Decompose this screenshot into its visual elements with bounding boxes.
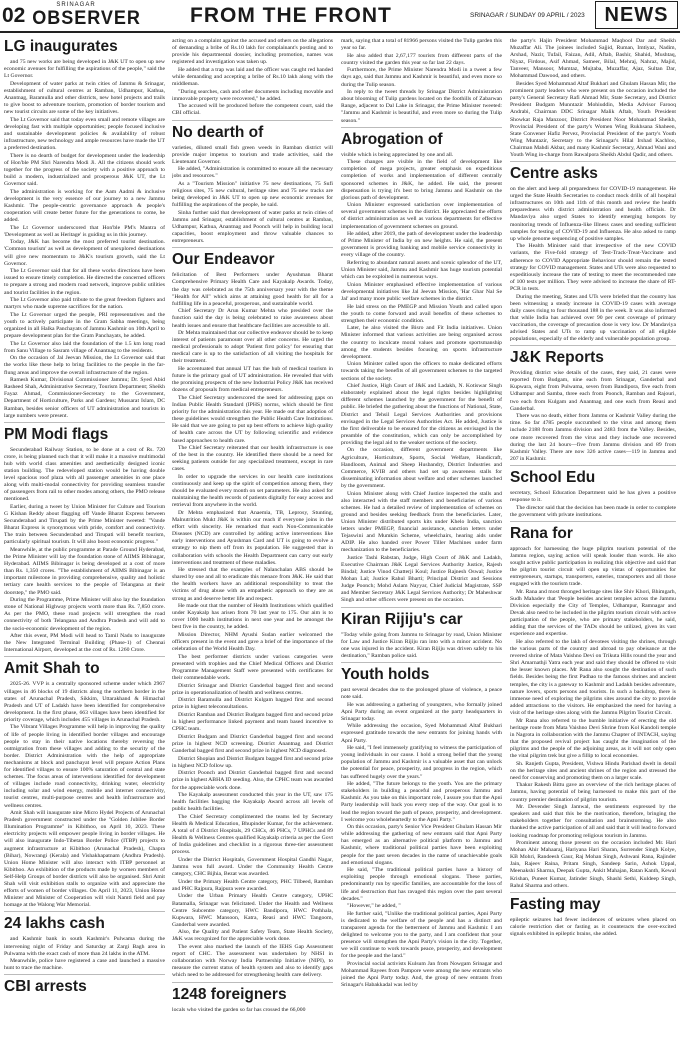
article-paragraph: He added, "Administration is committed to ensure all the necessary jobs and resources."	[172, 166, 333, 180]
article-headline[interactable]: Centre asks	[510, 161, 676, 182]
article-paragraph: "Today while going from Jammu to Srinagar by road, Union Minister for Law and Justice Kiran Rijiju ran into with a minor accident. No one was injured in the accident. Kiran Rijiju was driven safely to his destination," Ramban police said.	[341, 631, 502, 659]
article-paragraph: Union Minister emphasised effective implementation of various developmental initiatives like Jal Jeevan Mission, 'Har Ghar Nal Se Jal' and many more public welfare schemes in the district.	[341, 281, 502, 302]
article-paragraph: approach for harnessing the huge pilgrim tourism potential of the Jammu region, saying action will speak louder than words. He also sought active public participation in realizing this objective and said that the pilgrim tourist circuit will open up vistas of opportunities for entrepreneurs, startups, transporters, eateries, transporters and all those engaged with the tourism trade.	[510, 545, 676, 588]
article-paragraph: The administration is working for the Aam Aadmi & inclusive development is the very essence of our journey to a new Jammu Kashmir. The people-centric governance approach & people's cooperation will create better future for the generations to come, he added.	[4, 188, 165, 224]
article-paragraph: The Lt Governor also laid the foundation of the 1.5 km long road from Sanu Village to Sasram village of Anantnag to the residents.	[4, 340, 165, 354]
article-paragraph: He stressed that the examples of Nalanchalan ABS should be shared by one and all to eradicate this menace from J&K. He said that the health workers have an additional responsibility to treat the victims of drug abuse with an empathetic approach so they are as strong as and deserve better life and respect.	[172, 567, 333, 602]
article-paragraph: There is no dearth of budget for development under the leadership of Hon'ble PM Shri Narendra Modi Ji. All the citizens should work together for the progress of the society with a positive approach to build a modern, industrialized and prosperous J&K UT, the Lt Governor said.	[4, 152, 165, 188]
article-paragraph: the party's Hajin President Mohammad Maqbool Dar and Sheikh Muzaffar Ali. The joinees included Sajjid, Ruman, Imtiyaz, Nadim, Arshad, Nazir, Tufail, Faizan, Adil, Aftab, Bashir, Shahid, Mushtaq, Niyaz, Firdous, Asif Ahmad, Sameer, Bilal, Mehraj, Nahraz, Majid, Tanveer, Mansoor, Mumtaz, Mujtaba, Muzaffar, Ajaz, Sultan Dar, Mohammad Dawood, and others.	[510, 38, 676, 80]
article-paragraph: Provincial social activists Kulsum Jan from Nowgam Srinagar and Mohammad Rayees from Pampore were among the new entrants who joined the Apni Party today. And, the group of new entrants from Srinagar's Habakkadal was led by	[341, 960, 502, 989]
article-paragraph: While addressing the occasion, Syed Mohammad Altaf Bukhari expressed gratitude towards the new entrants for joining hands with Apni Party.	[341, 723, 502, 744]
article-paragraph: Justice Tashi Rabstan, Judge, High Court of J&K and Ladakh, Executive Chairman J&K Legal Services Authority Justice, Rajesh Bindal; Justice Vinod Chatterji Koul; Justice Rajnesh Oswal; Justice Mohan Lal; Justice Rahul Bharti; Principal District and Sessions Judge Poonch; Mohd Aslam Nayyar, Chief Judicial Magistrate, SSP and Member Secretary J&K Legal Services Authority; Dr Maheshwar Singh and other officers were present on the occasion.	[341, 554, 502, 604]
article-paragraph: Mr. Rana and most thronged heritage sites like Shiv Khori, Bhimgarh, Sudh Mahadev that 'People besides ancient temples across the Jammu Division especially the City of Temples, Udhampur, Ramnagar and Devak also need to be included in the pilgrim tourism circuit with active participation of the people, who are primary stakeholders, he said, adding that the services of the TADs should be utilized, given its vast experience and expertise.	[510, 588, 676, 638]
article-paragraph: The Lt Governor said that today even small and remote villages are developing fast with multiple opportunities; people focused inclusive and sustainable development policies & availability of robust infrastructure, new technology and ample resources have made the UT a preferred destination.	[4, 116, 165, 152]
section-title: FROM THE FRONT	[190, 4, 392, 27]
article-paragraph: Meanwhile, police have registered a case and launched a massive hunt to trace the machine.	[4, 958, 165, 972]
article-paragraph: Prominent among those present on the occasion included Mr. Hari Mohan Ahir Mahaaraj, Hariyana Hari Sharan, Surrender Singh Kolye, KB Mohri, Randeesh Gaur, Raj Mohan Singh, Ashwani Rana, Rajinder Jain, Rajeev Raina, Pritam Singh, Sandeep Sarin, Ashok Uppal, Meenakshi Sharma, Deepak Gupta, Ankit Mahajan, Ratan Kanth, Kewal Krishan, Puneet Kumar, Jatinder Singh, Shashi Sethi, Kuldeep Singh, Rahul Sharma and others.	[510, 840, 676, 889]
article-paragraph: The Lt Governor also paid tribute to the great freedom fighters and martyrs who made supreme sacrifices for the nation.	[4, 297, 165, 311]
article-paragraph: on the alert and keep all preparedness for COVID-19 management. He urged the State Health Secretaries to conduct mock drills of all hospital infrastructures on 10th and 11th of this month and review the health preparedness with district administration and health officials. Dr Mandaviya also urged States to identify emerging hotspots by monitoring trends of Influenza-like Illness cases and sending sufficient samples for testing of COVID-19 and Influenza. He also asked to ramp up whole genome sequencing of positive samples.	[510, 186, 676, 242]
article-paragraph: He said, "The traditional political parties have a history of exploiting people through emotional slogans. These parties, predominantly run by specific families, are accountable for the loss of life and destruction that has ravaged this region over the past several decades."	[341, 867, 502, 902]
article-paragraph: 2025-26. VVP is a centrally sponsored scheme under which 2967 villages in 46 blocks of 19 districts along the northern border in the states of Arunachal Pradesh, Sikkim, Uttarakhand & Himachal Pradesh and UT of Ladakh have been identified for comprehensive development. In the first phase, 663 villages have been identified for priority coverage, which includes 455 villages in Arunachal Pradesh.	[4, 681, 165, 723]
article-paragraph: District Srinagar and District Ganderbal bagged first and second prize in operationalization of health and wellness centres.	[172, 682, 333, 696]
article-paragraph: Sh. Ranjeth Gupta, President, Vishwa Hindu Parishad dwelt in detail on the heritage sites and ancient shrines of the region and stressed the need for conserving and promoting them on a larger scale.	[510, 760, 676, 781]
article-paragraph: District Budgam and District Ganderbal bagged first and second prize in highest NCD screening. District Anantnag and District Ganderbal bagged first and second prize in highest NCD diagnosed.	[172, 733, 333, 755]
article-paragraph: Secunderabad Railway Station, to be done at a cost of Rs. 720 crore, is being planned such that it will make it a massive multimodal hub with world class amenities and aesthetically designed iconic station building. The redeveloped station would be having double level spacious roof plaza with all passenger amenities in one place along with multi-modal connectivity for providing seamless transfer of passengers from rail to other modes among others, the PMO release mentioned.	[4, 446, 165, 503]
article-paragraph: In reply to the tweet threads by Srinagar District Administration about blooming of Tulip gardens located on the foothills of Zabarwan Range, adjacent to Dal Lake in Srinagar, the Prime Minister tweeted: "Jammu and Kashmir is beautiful, and even more so during the Tulip season."	[341, 89, 502, 124]
article-paragraph: The Vibrant Villages Programme will help in improving the quality of life of people living in identified border villages and encourage people to stay in their native locations thereby reversing the outmigration from these villages and adding to the security of the border. District Administration with the help of appropriate mechanisms at block and panchayat level will prepare Action Plans for identified villages to ensure 100% saturation of central and state schemes. The focus areas of interventions identified for development of villages include road connectivity, drinking water, electricity including solar and wind energy, mobile and internet connectivity, tourist centres, multi-purpose centres and health infrastructure and wellness centres.	[4, 724, 165, 809]
article-paragraph: The Health Minister said that irrespective of the new COVID variants, the Five-fold strategy of Test-Track-Treat-Vaccinate and adherence to COVID Appropriate Behaviour should remain the tested strategy for COVID management. States and UTs were also requested to expeditiously increase the rate of testing to meet the recommended rate of 100 tests per million. They were advised to increase the share of RT-PCR in tests.	[510, 243, 676, 292]
article-paragraph: Referring to abundant natural assets and scenic splendor of the UT, Union Minister said, Jammu and Kashmir has huge tourism potential which can be exploited in numerous ways.	[341, 260, 502, 281]
article-paragraph: These changes are visible in the field of development like completion of mega projects, greater emphasis on expeditious completion of works and implementation of different centrally sponsored schemes in J&K, he added. He said, the present dispensation is trying it's best to bring Jammu and Kashmir on the glorious path of development.	[341, 159, 502, 201]
masthead-rule	[0, 31, 680, 33]
article-paragraph: The accused will be produced before the competent court, said the CBI official.	[172, 103, 333, 117]
column-4	[510, 38, 676, 1038]
article-paragraph: On the occasion of Jal Jeevan Mission, the Lt Governor said that the works like these help to bring facilities to the people in the far-flung areas and improve the overall infrastructure of the region.	[4, 355, 165, 376]
article-headline[interactable]: 24 lakhs cash	[4, 911, 165, 932]
article-paragraph: Under the Primary Health Centre category, PHC Tilbeed, Ramban and PHC Rajpura, Rajpura were awarded.	[172, 878, 333, 892]
article-paragraph: Dr Mehta emphasized that Anaemia, TB, Leprosy, Stunting, Malnutrition Mukt J&K is within our reach if everyone joins in the effort with sincerity. He remarked that each Non-Communicable Diseases (NCD) are controlled by adding active interventions like early interventions and Ayushman Card and UT is going to evolve a strategy to nip them off from its population. He suggested that in collaboration with schools the Health Department can carry out early interventions and treatment of these maladies.	[172, 509, 333, 566]
article-paragraph: District Baramulla and District Kulgam bagged first and second prize in highest teleconsultations.	[172, 697, 333, 711]
article-paragraph: and 75 new works are being developed in J&K UT to open up new economic avenues for fulfilling the aspirations of the people," said the Lt Governor.	[4, 59, 165, 80]
article-paragraph: Union Minister expressed satisfaction over implementation of several government schemes in the district. He appreciated the efforts of district administration as well as various departments for effective implementation of government schemes on ground.	[341, 202, 502, 230]
article-paragraph: He accentuated that annual UT has the hub of medical tourism in future is the primary goal of UT administration. He revealed that with the promising prospects of the new Industrial Policy J&K has received dozens of proposals from medical entrepreneurs.	[172, 366, 333, 394]
article-paragraph: Also, the Quality and Patient Safety Team, State Health Society, J&K was recognized for the appreciable work done.	[172, 929, 333, 943]
article-paragraph: He said, "I feel immensely gratifying to witness the participation of young individuals in our cause. I hold a strong belief that the young population of Jammu and Kashmir is a valuable asset that can unlock the potential for peace, prosperity, and progress in the region, which has suffered hugely over the years."	[341, 745, 502, 780]
article-paragraph: Amit Shah will inaugurate nine Micro Hydel Projects of Arunachal Pradesh government constructed under the "Golden Jubilee Border Illumination Programme" in Kibithoo, on April 10, 2023. These electricity projects will empower people living in border villages. He will also inaugurate Indo-Tibetan Border Police (ITBP) projects to augment infrastructure at Kibithoo (Arunachal Pradesh), Chapra (Bihar), Nowrangi (Kerala) and Vishakhapatnam (Andhra Pradesh). Union Home Minister will also interact with ITBP personnel at Kibithoo. An exhibition of the products made by women members of Self-Help Groups of border districts will also be organised. Shri Amit Shah will visit exhibition stalls to organize with and appreciate the efforts of women of border villages. On April 11, 2023, Union Home Minister and Minister of Cooperation will visit Namti field and pay homage at the Walong War Memorial.	[4, 810, 165, 909]
article-paragraph: During the Programme, Prime Minister will also lay the foundation stone of National Highway projects worth more than Rs. 7,850 crore. As per the PMO, these road projects will strengthen the road connectivity of both Telangana and Andhra Pradesh and will add to the socio-economic development of the region.	[4, 597, 165, 632]
dateline: SRINAGAR / SUNDAY 09 APRIL / 2023	[470, 12, 585, 19]
article-paragraph: mark, saying that a total of 81966 persons visited the Tulip garden this year so far.	[341, 38, 502, 52]
article-paragraph: Furthermore, the Prime Minister Narendra Modi in a tweet a few days ago, said that Jammu and Kashmir is beautiful, and even more so during the Tulip season.	[341, 67, 502, 88]
article-paragraph: Chief Justice, High Court of J&K and Ladakh, N. Kotiswar Singh elaborately explained about the legal rights besides highlighting different schemes launched by the government for the benefit of public. He briefed the gathering about the functions of National, State, District and Tehsil Legal Services Authorities and provisions envisaged in the Legal Services Authorities Act. He added, Justice is the first deliverable to be ensured for the citizens as envisaged in the preamble of the constitution, which can only be accomplished by providing the legal aid to the weaker sections of the society.	[341, 383, 502, 446]
article-paragraph: In order to upgrade the services in our health care institutions continuously and keep up the spirit of competition among them, they should be evaluated every month on set parameters. He also asked for maintaining the health records of patients digitally for easy access and retrieval from anywhere in the world.	[172, 473, 333, 509]
article-paragraph: felicitation of Best Performers under Ayushman Bharat Comprehensive Primary Health Care and Kayakalp Awards. Today, the day was celebrated as the 75th anniversary year with the theme "Health for All" which aims at attaining good health for all for a fulfilling life in a peaceful, prosperous, and sustainable world.	[172, 272, 333, 307]
article-paragraph: Later, he also visited the Bisro and Fit India initiatives. Union Minister informed that various activities are being organised across the country to inculcate moral values and promote sportsmanship among the students besides focusing on sports infrastructure development.	[341, 325, 502, 360]
article-paragraph: Besides Syed Mohammad Altaf Bukhari and Ghulam Hassan Mir, the prominent party leaders who were present on the occasion included the party's General Secretary Rafi Ahmad Mir, State Secretary, and District President Budgam Munntazir Mohiuddin, Media Advisor Farooq Andrabi, Chairman DDC Srinagar Malik Aftab, Youth President Showkat Raja Manzoor, District President Noor Mohammad Sheikh, Provincial President of the party's Women Wing Rukhsana Shaheen, State Convener Hafiz Pervez, Provincial President of the party's Youth Wing Muntazir, Secretary to the Srinagar's Hilal Irshad Kachloo, Chairman Mahdi Akbar, and many Kashmir Secretary, Ahmad Wani and Youth Wing in-charge from Rawalpora Sheikh Abdul Qadir, and others.	[510, 81, 676, 158]
article-paragraph: He added, "The future belongs to the youth. You are the primary stakeholders in building a peaceful and prosperous Jammu and Kashmir. As you take on this important role, I assure you that the Apni Party leadership will back you every step of the way. Our goal is to lead the region toward the path of peace, prosperity, and development. I welcome you wholeheartedly to the Apni Party."	[341, 781, 502, 823]
article-headline[interactable]: CBI arrests	[4, 974, 165, 995]
article-paragraph: He further said, "Unlike the traditional political parties, Apni Party is dedicated to the welfare of the people and has a distinct and transparent agenda for the betterment of Jammu and Kashmir. I am delighted to welcome you to the party, and I am confident that your presence will strengthen the Apni Party's vision in the city. Together, we will continue to work towards peace, prosperity, and development for the people and the land."	[341, 910, 502, 960]
article-paragraph: He added, after 2019, the path of development under the leadership of Prime Minister of India by on new heights. He said, the present government is providing banking and mobile service connectivity in every village of the country.	[341, 231, 502, 259]
article-headline[interactable]: Abrogation of	[341, 127, 502, 148]
article-paragraph: Earlier, during a tweet by Union Minister for Culture and Tourism G Kishan Reddy about flagging off Vande Bharat Express between Secunderabad and Tirupati by the Prime Minister tweeted: "Vande Bharat Express is synonymous with pride, comfort and connectivity. The train between Secunderabad and Tirupati will benefit tourism, particularly spiritual tourism. It will also boost economic progress."	[4, 503, 165, 546]
article-paragraph: The Lt Governor urged the people, PRI representatives and the youth to actively participate in the Gram Sabha meetings, being organized in all Halka Panchayats of Jammu Kashmir on 10th April to prepare development plan for the Gram Panchayats, he added.	[4, 311, 165, 340]
article-paragraph: The Lt Governor said that for all these works directions have been issued to ensure timely completion. He directed the concerned officers to prepare a strong and modern road network, improve public utilities and tourist facilities in the region.	[4, 268, 165, 296]
article-paragraph: Ramesh Kumar, Divisional Commissioner Jammu; Dr. Syed Abid Rasheed Shah, Administrative Secretary, Tourism Department; Sheikh Fayaz Ahmad, Commissioner-Secretary to the Government, Department of Horticulture, Parks and Gardens; Mussarat Islam, DC Ramban, besides senior officers of UT administration and tourists in large numbers were present.	[4, 377, 165, 419]
article-paragraph: Mission Director, NHM Ayushi Sudan earlier welcomed the officers present in the event and gave a brief of the importance of the celebration of the World Health Day.	[172, 632, 333, 653]
article-paragraph: secretary, School Education Department said he has given a positive response to it.	[510, 489, 676, 503]
article-paragraph: Chief Secretary Dr Arun Kumar Mehta who presided over the function said the day is being celebrated to raise awareness about health issues and ensure that healthcare facilities are accessible to all.	[172, 308, 333, 329]
article-paragraph: Sinha further said that development of water parks at twin cities of Jammu and Srinagar, establishment of cultural centres at Ramban, Udhampur, Kathua, Anantnag and Poonch will help in building local capacities, boost employment and throw valuable chances to entrepreneurs.	[172, 209, 333, 245]
article-paragraph: There was no death, either from Jammu or Kashmir Valley during the time. So far 4785 people succumbed to the virus and among them include 2188 from Jammu division and 2483 from the Valley. Besides, one more recovered from the virus and they include one recovered during the last 24 hours—five from Jammu division and 89 from Kashmir Valley. There are now 326 active cases—119 in Jammu and 207 in Kashmir.	[510, 413, 676, 462]
article-headline[interactable]: School Edu	[510, 465, 676, 486]
column-2	[172, 38, 333, 1038]
article-paragraph: District Ramban and District Budgam bagged first and second prize in highest performance linked payment and team based incentive to CPHC team.	[172, 712, 333, 733]
article-paragraph: "During searches, cash and other documents including movable and immovable property were recovered," he added.	[172, 88, 333, 102]
column-1	[4, 38, 165, 1038]
article-headline[interactable]: 1248 foreigners	[172, 982, 333, 1003]
article-paragraph: epileptic seizures had fewer incidences of seizures when placed on calorie restriction diet or fasting as it counteracts the over-excited signals exhibited in epileptic brains, she added.	[510, 916, 676, 937]
article-paragraph: Mr. Devender Singh Jamwal, the sentiments expressed by the speakers and said that this be the motivation, therefore, bringing the stakeholders together for consultation and brainstorming. He also thanked the active participation of all and said that it will lead to forward looking roadmap for promoting religious tourism in Jammu.	[510, 804, 676, 839]
article-paragraph: He laid stress on the PMEGP and Mission Youth and called upon the youth to come forward and avail benefits of these schemes to strengthen their economic condition.	[341, 303, 502, 324]
article-paragraph: varieties, diluted small fish green weeds in Ramban district will provide major impetus to tourism and trade activities, said the Lieutenant Governor.	[172, 144, 333, 165]
article-paragraph: The Kayakalp assessment conducted this year in the UT, saw 175 health facilities bagging the Kayakalp Award across all levels of public health facilities.	[172, 792, 333, 813]
article-headline[interactable]: J&K Reports	[510, 345, 676, 366]
article-paragraph: locals who visited the garden so far has crossed the 66,000	[172, 1006, 306, 1013]
article-headline[interactable]: Rana for	[510, 521, 676, 542]
article-paragraph: On this occasion, party's Senior Vice President Ghulam Hassan Mir while addressing the gathering of new entrants said that Apni Party has emerged as an alternative political platform to Jammu and Kashmir, where traditional political parties have been exploiting people for the past seven decades in the name of unachievable goals and emotional slogans.	[341, 824, 502, 866]
article-paragraph: District Poonch and District Ganderbal bagged first and second prize in highest ABHA ID seeding. Also, the CPHC team was awarded for the appreciable work done.	[172, 770, 333, 791]
article-paragraph: Union Minister called upon the officers to make dedicated efforts towards taking the benefits of all government schemes to the targeted sections of the society.	[341, 361, 502, 382]
article-paragraph: During the meeting, States and UTs were briefed that the country has been witnessing a steady increase in COVID-19 cases with average daily cases rising to four thousand 188 in the week. It was also informed that while India has achieved over 90 per cent coverage of primary vaccination, the coverage of precaution dose is very low. Dr Mandaviya advised States and UTs to ramp up vaccination of all eligible populations, especially of the elderly and vulnerable population group.	[510, 293, 676, 343]
article-paragraph: On the occasion, different government departments like Agriculture, Horticulture, Sports, Social Welfare, Handicraft, Handloom, Animal and Sheep Husbandry, District Industries and Commerce, KVIB and others had set up awareness stalls for disseminating information about welfare and other schemes launched by the government.	[341, 447, 502, 489]
article-paragraph: Under the District Hospitals, Government Hospital Gandhi Nagar, Jammu won full award. Under the Community Health Centre category, CHC Bijhia, Bezat was awarded.	[172, 856, 333, 878]
article-paragraph: Mr Rana also referred to the humble initiative of erecting the old heritage route from Mata Vaishno Devi Shrine from Kol Kandoli temple in Nagrota in collaboration with the Jammu Chapter of INTACH, saying that the proposed revival project has caught the imagination of the pilgrims and the people of the adjoining areas, as it will not only open the vital pilgrim trek but give a fillip to local economies.	[510, 717, 676, 759]
article-paragraph: He added that a trap was laid and the officer was caught red handed while demanding and accepting a bribe of Rs.10 lakh along with the middleman.	[172, 66, 333, 88]
article-paragraph: The Chief Secretary underscored the need for addressing gaps on Indian Public Health Standard (IPHS) norms, which should be first priority for the administration this year. He made out that adoption of these guidelines would strengthen the Public Health Care Institutions. He said that we are going to put up best efforts to achieve high quality of health care across the UT by following scientific and evidence based approaches to health care.	[172, 394, 333, 444]
article-paragraph: Under the Urban Primary Health Centre category, UPHC Batamalla, Srinagar was felicitated. Under the Health and Wellness Centre Subcentre category, HWC Bandipora, HWC Pothhala, Kupwara, HWC Mansoon, Katra, Reasi and HWC Tangoom, Ganderbal were awarded.	[172, 893, 333, 928]
article-paragraph: The director said that the decision has been made in order to complete the government with private institutions.	[510, 504, 676, 518]
article-paragraph: Meanwhile, at the public programme at Parade Ground Hyderabad, the Prime Minister will lay the foundation stone of AIIMS Bibinagar, Hyderabad. AIIMS Bibinagar is being developed at a cost of more than Rs. 1,350 crores. "The establishment of AIIMS Bibinagar is an important milestone in providing comprehensive, quality and holistic tertiary care health services to the people of Telangana at their doorstep," the PMO said.	[4, 547, 165, 596]
article-paragraph: The Chief Secretary complimented the teams led by Secretary Health & Medical Education, Bhupinder Kumar, for the achievement. A total of 4 District Hospitals, 29 CHCs, 46 PHCs, 7 UPHCs and 89 Health & Wellness Centres qualified Kayakalp criteria as per the Govt of India guidelines and checklist in a rigorous three-tier assessment process.	[172, 813, 333, 856]
article-paragraph: "However," he added, "	[347, 903, 401, 910]
article-paragraph: Dr Mehta maintained that our collective endeavor should be to keep interest of patients paramount over all other concerns. He urged the medical professionals to adopt 'Patient first policy' for ensuring that medical care is up to the satisfaction of all visiting the hospitals for their treatment.	[172, 330, 333, 365]
article-paragraph: He was addressing a gathering of youngsters, who formally joined Apni Party during an event organized at the party headquarters in Srinagar today.	[341, 701, 502, 722]
article-headline[interactable]: LG inaugurates	[4, 38, 118, 55]
article-paragraph: acting on a complaint against the accused and others on the allegations of demanding a bribe of Rs.10 lakh for complainant's posting and to provide his departmental dossier, including promotion, names was registered and investigation was taken up.	[172, 38, 333, 66]
article-headline[interactable]: No dearth of	[172, 120, 333, 141]
newspaper-logo[interactable]	[30, 2, 141, 29]
article-paragraph: Today, J&K has become the most preferred tourist destination. 'Common tourism' as well as development of unexplored destinations will give new momentum to J&K's tourism growth, said the Lt Governor.	[4, 239, 165, 267]
article-paragraph: visible which is being appreciated by one and all.	[341, 151, 454, 158]
article-paragraph: and Kashmir bank in south Kashmir's Pulwama during the intervening night of Friday and Saturday at Zargi Bagh area in Pulwama with the exact cash of more than 24 lakhs in the ATM.	[4, 936, 165, 957]
article-paragraph: Union Minister along with Chief Justice inspected the stalls and also interacted with the staff members and beneficiaries of various schemes. He had a detailed review of implementation of schemes on ground and besides seeking feedback from the beneficiaries. Later, Union Minister distributed sports kits under Khelo India, sanction letters under PMEGP, financial assistance, sanction letters under Tejaswini and Mumkin Scheme, wheelchairs, hearing aids under ADIP. He also handed over Power Tiller Machines under farm mechanization to the beneficiaries.	[341, 490, 502, 554]
article-paragraph: He also referred to the lakh of devotees visiting the shrines, through the various parts of the country and abroad to pay obeisance at the revered shrine of Mata Vaishno Devi on Trikuta Hills round the year and Shri Amarnathji Yatra each year and said they should be offered to visit the lesser known places. Mr Rana also sought the destination of such fields. Besides being the first Padhao to the famous shrines and ancient temples, the city is a gateway to Kashmir and Ladakh besides adventure, nature lovers, sports persons and tourists. In such a backdrop, there is immense need of exploring the pilgrims sites around the city to provide added attractions to the visitors. He emphasized the need for having a visit of the heritage sites along with the Jammu Pilgrim Tourist Circuit.	[510, 638, 676, 716]
article-paragraph: After this event, PM Modi will head to Tamil Nadu to inaugurate the New Integrated Terminal Building (Phase-1) of Chennai International Airport, developed at the cost of Rs. 1260 Crore.	[4, 633, 165, 654]
article-headline[interactable]: Fasting may	[510, 892, 676, 913]
article-headline[interactable]: Amit Shah to	[4, 656, 165, 677]
article-paragraph: He made out that the number of Health Institutions which qualified under Kayakalp has arisen from 70 last year to 175. Our aim is to cover 1000 health institutions in next one year and be amongst the best five in the country, he added.	[172, 603, 333, 631]
article-paragraph: The Chief Secretary reiterated that our health infrastructure is one of the best in the country. He identified there should be a need for seeking patients outside for any specialized treatment, except in rare cases.	[172, 445, 333, 473]
category-label: NEWS	[595, 1, 678, 29]
article-headline[interactable]: PM Modi flags	[4, 422, 165, 443]
article-paragraph: He also added that 2,67,177 tourists from different parts of the country visited the garden this year so far last 22 days.	[341, 52, 502, 66]
article-paragraph: The event also marked the launch of the IEHS Gap Assessment report of CHC. The assessment was undertaken by NHSI in collaboration with Norway India Partnership Initiative (NIPI), to measure the current status of health system and also to identify gaps which need to be addressed for strengthening health care delivery.	[172, 944, 333, 979]
logo-name: OBSERVER	[32, 8, 141, 29]
article-paragraph: As a "Tourism Mission" initiative 75 new destinations, 75 Sufi religious sites, 75 new cultural, heritage sites and 75 new tracks are being developed in J&K UT to open up new economic avenues for fulfilling the aspirations of the people, he said.	[172, 181, 333, 209]
logo-city: SRINAGAR	[56, 2, 96, 8]
article-headline[interactable]: Youth holds	[341, 662, 502, 683]
column-3	[341, 38, 502, 1038]
article-paragraph: past several decades due to the prolonged phase of violence, a peace note said.	[341, 686, 502, 700]
article-paragraph: The Lt Governor underscored that Hon'ble PM's Mantra of 'Development as well as Heritage' is guiding us in this journey.	[4, 224, 165, 238]
article-headline[interactable]: Kiran Rijiju's car	[341, 607, 502, 628]
article-paragraph: The best performer districts under various categories were presented with trophies and the Chief Medical Officers and District Programme Management Staff were presented with certificates for their commendable work.	[172, 653, 333, 682]
article-paragraph: Providing district wise details of the cases, they said, 21 cases were reported from Budgam, nine each from Srinagar, Ganderbal and Kupwara, eight from Pulwama, seven from Bandipora, five each from Udhampur and Samba, three each from Poonch, Ramban and Rajouri, two each from Kulgam and Anantnag and one each from Reasi and Ganderbal.	[510, 370, 676, 412]
article-paragraph: Thakur Rakesh Bittu gave an overview of the rich heritage places of Jammu, having potential of being harnessed to make this part of the country premier destination of pilgrim tourism.	[510, 782, 676, 803]
page-number: 02	[2, 4, 26, 27]
article-headline[interactable]: Our Endeavor	[172, 247, 333, 268]
masthead	[0, 0, 680, 34]
article-paragraph: Development of water parks at twin cities of Jammu & Srinagar, establishment of cultural centres at Ramban, Udhampur, Kathua, Anantnag, Baramulla and other districts, new hotel projects and trails to give boost to adventure tourism, promotion of border tourism and new tourist circuits are some of the key initiatives.	[4, 80, 165, 116]
article-paragraph: District Shopian and District Budgam bagged first and second prize in highest NCD follow up.	[172, 755, 333, 769]
